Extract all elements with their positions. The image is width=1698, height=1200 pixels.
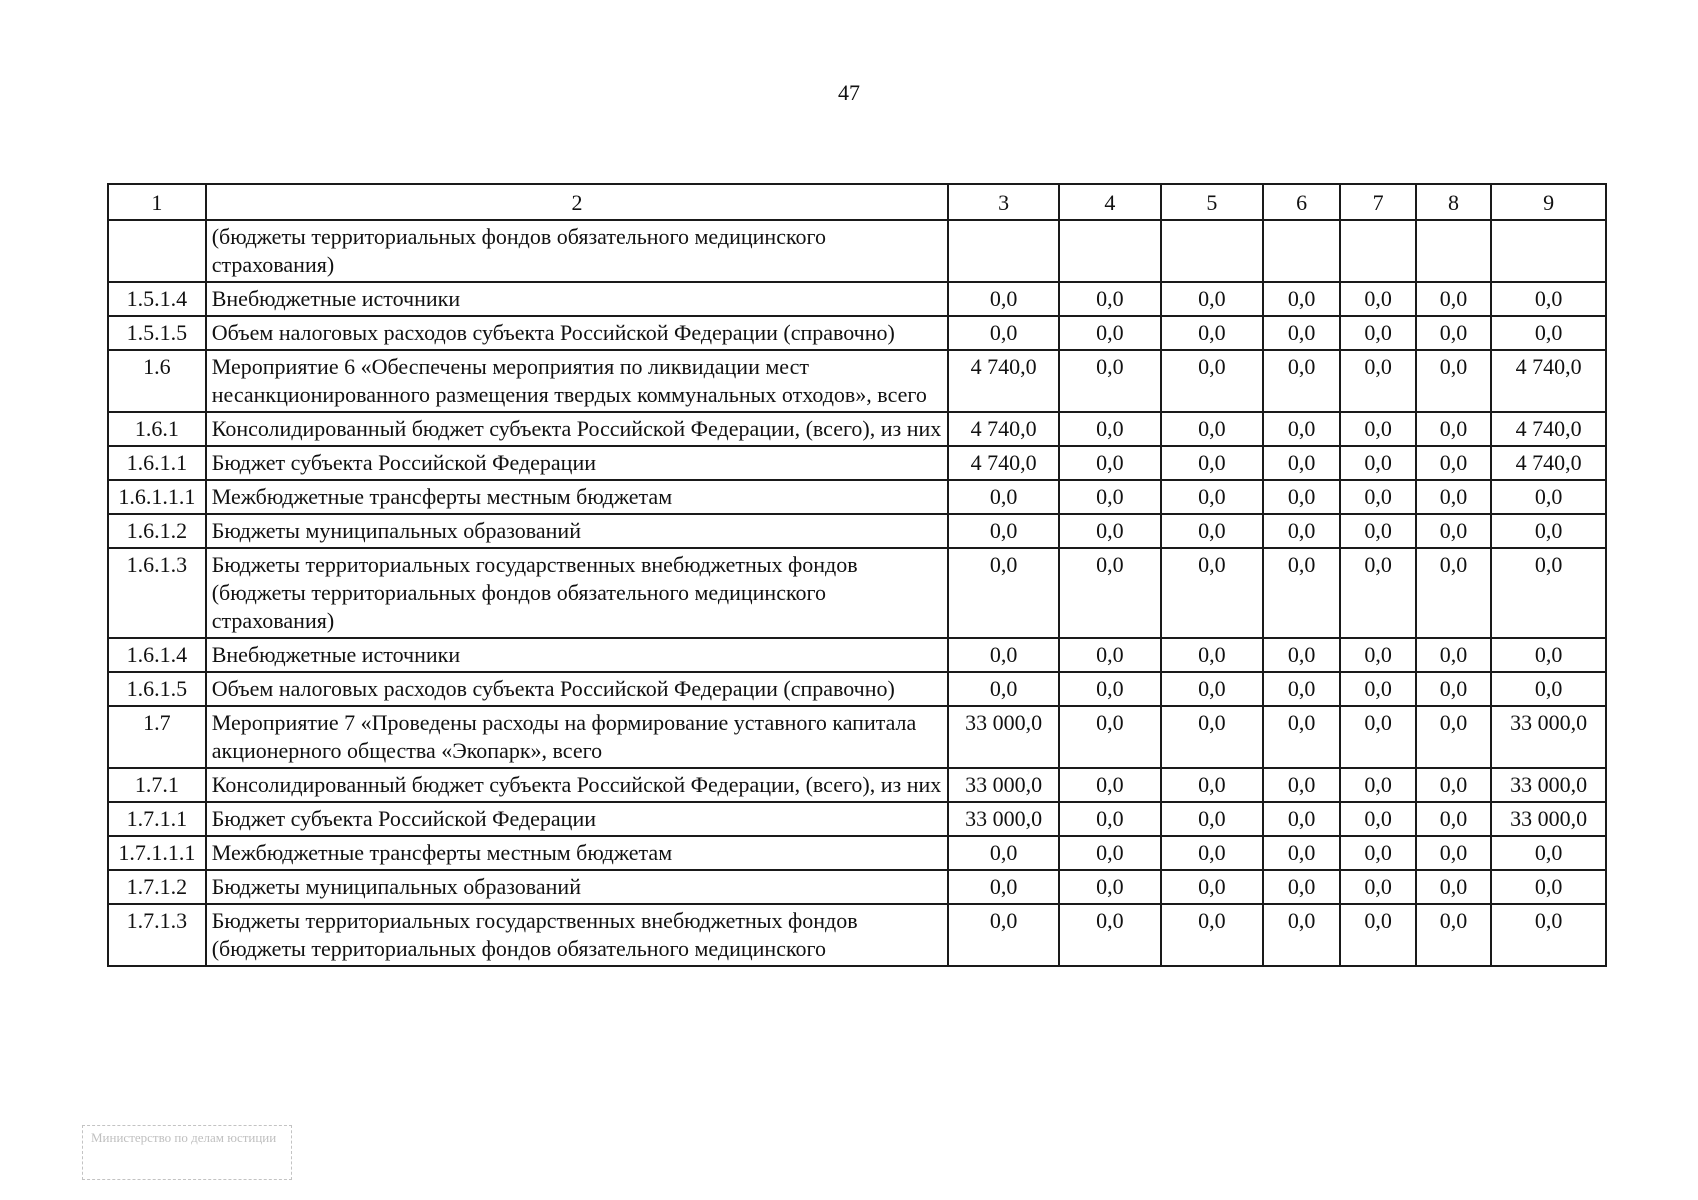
- row-description-cell: Мероприятие 6 «Обеспечены мероприятия по ликвидации мест несанкционированного размещения твердых коммунальных отходов», всего: [206, 350, 949, 412]
- header-cell: 9: [1491, 184, 1606, 220]
- row-value-cell: 0,0: [1161, 514, 1263, 548]
- table-row: [108, 350, 1606, 412]
- row-value-cell: 0,0: [1263, 412, 1341, 446]
- row-value-cell: 0,0: [1491, 638, 1606, 672]
- row-value-cell: 0,0: [1416, 480, 1491, 514]
- row-code-cell: 1.5.1.4: [108, 282, 206, 316]
- table-row: [108, 802, 1606, 836]
- row-value-cell: 33 000,0: [1491, 768, 1606, 802]
- header-cell: 2: [206, 184, 949, 220]
- row-value-cell: 4 740,0: [1491, 446, 1606, 480]
- row-value-cell: 0,0: [1340, 282, 1415, 316]
- row-value-cell: 0,0: [1340, 548, 1415, 638]
- row-value-cell: [1416, 220, 1491, 282]
- row-value-cell: 0,0: [948, 638, 1058, 672]
- row-value-cell: 33 000,0: [948, 802, 1058, 836]
- row-value-cell: [948, 220, 1058, 282]
- row-value-cell: 0,0: [1340, 638, 1415, 672]
- header-cell: 8: [1416, 184, 1491, 220]
- row-value-cell: 0,0: [1161, 904, 1263, 966]
- row-value-cell: 0,0: [1161, 446, 1263, 480]
- row-value-cell: 0,0: [1161, 836, 1263, 870]
- row-value-cell: 0,0: [1416, 904, 1491, 966]
- row-value-cell: 0,0: [1059, 282, 1161, 316]
- row-value-cell: [1161, 220, 1263, 282]
- row-code-cell: 1.6.1.3: [108, 548, 206, 638]
- table-row: [108, 672, 1606, 706]
- row-value-cell: 0,0: [948, 282, 1058, 316]
- table-row: [108, 446, 1606, 480]
- row-code-cell: 1.6.1.2: [108, 514, 206, 548]
- row-code-cell: 1.6.1: [108, 412, 206, 446]
- row-description-cell: (бюджеты территориальных фондов обязательного медицинского страхования): [206, 220, 949, 282]
- row-value-cell: 0,0: [1416, 802, 1491, 836]
- budget-table: [107, 183, 1607, 967]
- header-cell: 1: [108, 184, 206, 220]
- row-value-cell: 0,0: [1263, 870, 1341, 904]
- row-code-cell: 1.5.1.5: [108, 316, 206, 350]
- row-value-cell: 0,0: [1059, 480, 1161, 514]
- row-code-cell: 1.7.1.1: [108, 802, 206, 836]
- row-value-cell: 0,0: [1263, 548, 1341, 638]
- row-code-cell: 1.7.1.2: [108, 870, 206, 904]
- row-description-cell: Объем налоговых расходов субъекта Российской Федерации (справочно): [206, 316, 949, 350]
- row-value-cell: 0,0: [1263, 836, 1341, 870]
- row-code-cell: 1.7.1.1.1: [108, 836, 206, 870]
- row-value-cell: 0,0: [1263, 706, 1341, 768]
- row-value-cell: 0,0: [1161, 706, 1263, 768]
- row-value-cell: 4 740,0: [948, 350, 1058, 412]
- row-value-cell: 0,0: [1340, 768, 1415, 802]
- row-description-cell: Внебюджетные источники: [206, 638, 949, 672]
- table-row: [108, 282, 1606, 316]
- table-row: [108, 220, 1606, 282]
- row-description-cell: Бюджет субъекта Российской Федерации: [206, 446, 949, 480]
- row-value-cell: 0,0: [1416, 672, 1491, 706]
- row-value-cell: 0,0: [1491, 672, 1606, 706]
- row-value-cell: 0,0: [1161, 282, 1263, 316]
- row-value-cell: 0,0: [1059, 870, 1161, 904]
- row-value-cell: 0,0: [1491, 514, 1606, 548]
- row-value-cell: 0,0: [948, 514, 1058, 548]
- row-value-cell: 0,0: [1161, 316, 1263, 350]
- row-value-cell: 4 740,0: [948, 412, 1058, 446]
- table-body: [108, 184, 1606, 966]
- row-value-cell: 0,0: [1161, 638, 1263, 672]
- row-value-cell: 33 000,0: [1491, 706, 1606, 768]
- row-value-cell: 0,0: [1340, 706, 1415, 768]
- row-code-cell: 1.7.1.3: [108, 904, 206, 966]
- header-cell: 5: [1161, 184, 1263, 220]
- row-value-cell: 0,0: [1263, 350, 1341, 412]
- row-value-cell: 33 000,0: [948, 706, 1058, 768]
- row-code-cell: 1.6.1.1: [108, 446, 206, 480]
- row-value-cell: 0,0: [1416, 548, 1491, 638]
- table-row: [108, 412, 1606, 446]
- row-value-cell: 0,0: [1059, 412, 1161, 446]
- row-value-cell: 0,0: [1059, 904, 1161, 966]
- table-row: [108, 638, 1606, 672]
- row-value-cell: 0,0: [1491, 904, 1606, 966]
- row-value-cell: 0,0: [1416, 768, 1491, 802]
- row-code-cell: 1.6.1.5: [108, 672, 206, 706]
- row-description-cell: Межбюджетные трансферты местным бюджетам: [206, 836, 949, 870]
- row-value-cell: 0,0: [948, 480, 1058, 514]
- row-code-cell: 1.6: [108, 350, 206, 412]
- registry-stamp: Министерство по делам юстиции: [82, 1125, 292, 1180]
- row-value-cell: 0,0: [1416, 514, 1491, 548]
- row-value-cell: 0,0: [1059, 446, 1161, 480]
- row-value-cell: 0,0: [1416, 870, 1491, 904]
- row-code-cell: 1.6.1.4: [108, 638, 206, 672]
- row-value-cell: 0,0: [1340, 446, 1415, 480]
- row-value-cell: [1491, 220, 1606, 282]
- row-value-cell: 0,0: [1416, 638, 1491, 672]
- row-value-cell: 4 740,0: [1491, 350, 1606, 412]
- row-value-cell: 33 000,0: [1491, 802, 1606, 836]
- row-value-cell: 0,0: [1491, 836, 1606, 870]
- row-value-cell: 0,0: [1416, 706, 1491, 768]
- row-code-cell: 1.7: [108, 706, 206, 768]
- table-row: [108, 706, 1606, 768]
- row-value-cell: 0,0: [1161, 412, 1263, 446]
- row-description-cell: Консолидированный бюджет субъекта Российской Федерации, (всего), из них: [206, 412, 949, 446]
- row-description-cell: Бюджеты территориальных государственных внебюджетных фондов (бюджеты территориальных фондов обязательного медицинского: [206, 904, 949, 966]
- row-code-cell: 1.7.1: [108, 768, 206, 802]
- row-value-cell: 0,0: [1491, 480, 1606, 514]
- row-value-cell: 0,0: [1416, 446, 1491, 480]
- row-value-cell: 0,0: [1263, 514, 1341, 548]
- row-value-cell: 0,0: [1161, 548, 1263, 638]
- table-row: [108, 870, 1606, 904]
- row-value-cell: 0,0: [1161, 768, 1263, 802]
- row-value-cell: 0,0: [1263, 672, 1341, 706]
- table-row: [108, 904, 1606, 966]
- row-value-cell: 0,0: [948, 672, 1058, 706]
- row-value-cell: 0,0: [1491, 870, 1606, 904]
- row-value-cell: 0,0: [1340, 480, 1415, 514]
- row-description-cell: Мероприятие 7 «Проведены расходы на формирование уставного капитала акционерного общества «Экопарк», всего: [206, 706, 949, 768]
- row-value-cell: 0,0: [1491, 548, 1606, 638]
- row-description-cell: Бюджеты муниципальных образований: [206, 514, 949, 548]
- row-value-cell: 0,0: [1161, 672, 1263, 706]
- row-description-cell: Межбюджетные трансферты местным бюджетам: [206, 480, 949, 514]
- row-value-cell: 0,0: [1340, 802, 1415, 836]
- table-row: [108, 514, 1606, 548]
- row-value-cell: 0,0: [1161, 480, 1263, 514]
- row-description-cell: Внебюджетные источники: [206, 282, 949, 316]
- row-value-cell: 0,0: [1059, 706, 1161, 768]
- row-value-cell: 0,0: [1059, 802, 1161, 836]
- row-description-cell: Бюджеты муниципальных образований: [206, 870, 949, 904]
- row-value-cell: 0,0: [1161, 350, 1263, 412]
- row-value-cell: 4 740,0: [1491, 412, 1606, 446]
- row-description-cell: Бюджет субъекта Российской Федерации: [206, 802, 949, 836]
- header-cell: 4: [1059, 184, 1161, 220]
- table-row: [108, 480, 1606, 514]
- table-row: [108, 768, 1606, 802]
- row-value-cell: 0,0: [1263, 638, 1341, 672]
- row-description-cell: Консолидированный бюджет субъекта Российской Федерации, (всего), из них: [206, 768, 949, 802]
- row-code-cell: [108, 220, 206, 282]
- table-row: [108, 548, 1606, 638]
- table-header-row: [108, 184, 1606, 220]
- row-value-cell: 0,0: [1491, 316, 1606, 350]
- row-value-cell: [1059, 220, 1161, 282]
- row-value-cell: 0,0: [1059, 350, 1161, 412]
- row-value-cell: 0,0: [1263, 282, 1341, 316]
- row-value-cell: 0,0: [1340, 904, 1415, 966]
- table-row: [108, 316, 1606, 350]
- row-value-cell: 0,0: [1161, 870, 1263, 904]
- row-code-cell: 1.6.1.1.1: [108, 480, 206, 514]
- row-value-cell: 0,0: [1059, 514, 1161, 548]
- row-description-cell: Бюджеты территориальных государственных внебюджетных фондов (бюджеты территориальных фондов обязательного медицинского страхования): [206, 548, 949, 638]
- row-value-cell: 0,0: [1059, 638, 1161, 672]
- row-value-cell: 0,0: [1340, 412, 1415, 446]
- row-value-cell: [1263, 220, 1341, 282]
- row-value-cell: 0,0: [1059, 316, 1161, 350]
- row-value-cell: 0,0: [1416, 836, 1491, 870]
- table-row: [108, 836, 1606, 870]
- row-description-cell: Объем налоговых расходов субъекта Российской Федерации (справочно): [206, 672, 949, 706]
- row-value-cell: 0,0: [1263, 802, 1341, 836]
- row-value-cell: 0,0: [1263, 446, 1341, 480]
- row-value-cell: 0,0: [948, 836, 1058, 870]
- row-value-cell: 4 740,0: [948, 446, 1058, 480]
- row-value-cell: 0,0: [1059, 836, 1161, 870]
- row-value-cell: [1340, 220, 1415, 282]
- row-value-cell: 0,0: [1340, 836, 1415, 870]
- header-cell: 3: [948, 184, 1058, 220]
- row-value-cell: 0,0: [1416, 316, 1491, 350]
- row-value-cell: 0,0: [1340, 870, 1415, 904]
- row-value-cell: 0,0: [948, 870, 1058, 904]
- row-value-cell: 0,0: [1059, 548, 1161, 638]
- row-value-cell: 0,0: [1416, 282, 1491, 316]
- row-value-cell: 0,0: [1059, 672, 1161, 706]
- row-value-cell: 0,0: [1263, 316, 1341, 350]
- row-value-cell: 0,0: [1263, 480, 1341, 514]
- row-value-cell: 0,0: [1340, 316, 1415, 350]
- row-value-cell: 0,0: [1059, 768, 1161, 802]
- header-cell: 6: [1263, 184, 1341, 220]
- row-value-cell: 0,0: [1263, 768, 1341, 802]
- row-value-cell: 0,0: [1340, 350, 1415, 412]
- header-cell: 7: [1340, 184, 1415, 220]
- row-value-cell: 0,0: [1161, 802, 1263, 836]
- page-number: 47: [838, 80, 860, 105]
- row-value-cell: 0,0: [948, 548, 1058, 638]
- row-value-cell: 0,0: [948, 316, 1058, 350]
- row-value-cell: 0,0: [1416, 412, 1491, 446]
- row-value-cell: 33 000,0: [948, 768, 1058, 802]
- row-value-cell: 0,0: [1340, 672, 1415, 706]
- row-value-cell: 0,0: [1491, 282, 1606, 316]
- row-value-cell: 0,0: [1416, 350, 1491, 412]
- row-value-cell: 0,0: [948, 904, 1058, 966]
- row-value-cell: 0,0: [1340, 514, 1415, 548]
- row-value-cell: 0,0: [1263, 904, 1341, 966]
